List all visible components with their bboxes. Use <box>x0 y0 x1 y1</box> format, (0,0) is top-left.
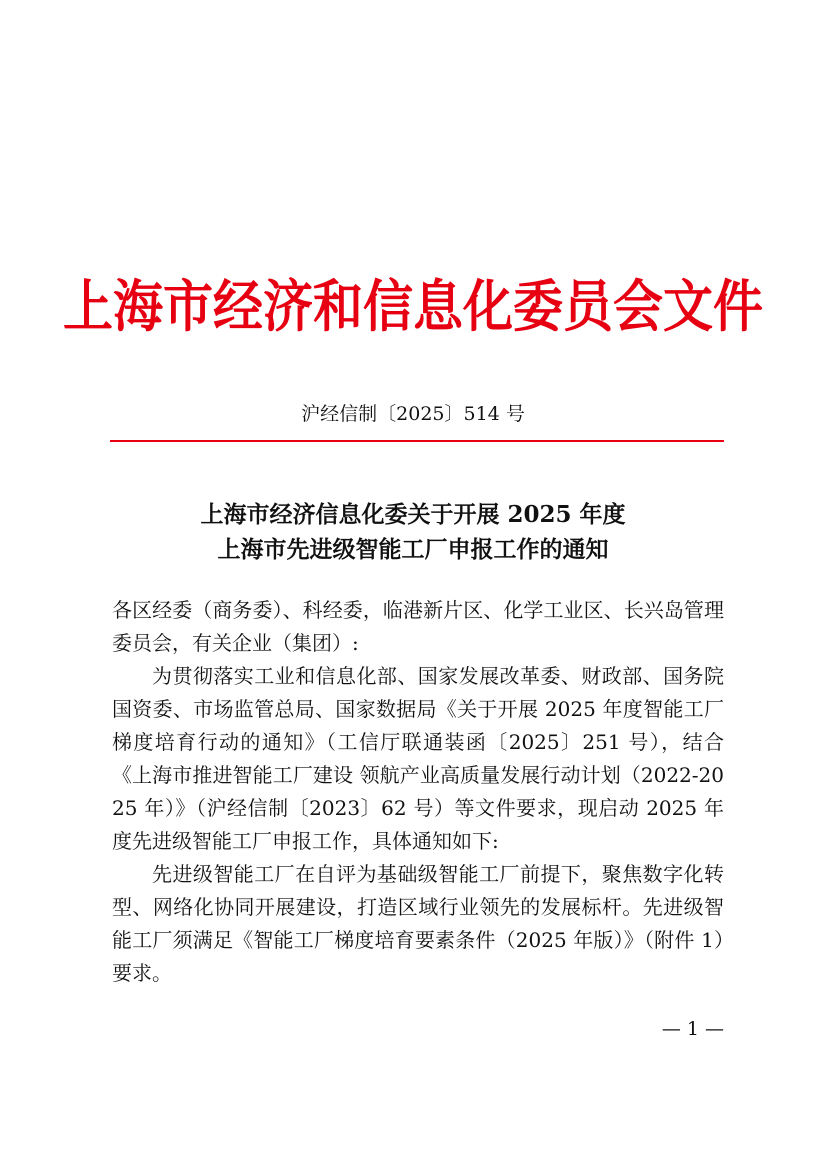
document-number: 沪经信制〔2025〕514 号 <box>301 403 525 425</box>
masthead-title: 上海市经济和信息化委员会文件 <box>63 273 763 340</box>
notice-title-line-2: 上海市先进级智能工厂申报工作的通知 <box>217 536 609 563</box>
notice-title <box>0 497 826 567</box>
page-number: — 1 — <box>661 1018 724 1040</box>
body-paragraph-2: 先进级智能工厂在自评为基础级智能工厂前提下，聚焦数字化转型、网络化协同开展建设，打造区域行业领先的发展标杆。先进级智能工厂须满足《智能工厂梯度培育要素条件（2025 年版）》（附件 1）要求。 <box>112 862 724 985</box>
addressee-paragraph: 各区经委（商务委）、科经委，临港新片区、化学工业区、长兴岛管理委员会，有关企业（集团）: <box>112 598 724 655</box>
notice-title-line-1: 上海市经济信息化委关于开展 2025 年度 <box>200 501 626 528</box>
red-divider-rule <box>110 440 724 442</box>
notice-body <box>112 594 724 990</box>
body-paragraph-1: 为贯彻落实工业和信息化部、国家发展改革委、财政部、国务院国资委、市场监管总局、国家数据局《关于开展 2025 年度智能工厂梯度培育行动的通知》（工信厅联通装函〔2025〕251 号），结合《上海市推进智能工厂建设 领航产业高质量发展行动计划（2022-2025 年）》（沪经信制〔2023〕62 号）等文件要求，现启动 2025 年度先进级智能工厂申报工作，具体通知如下: <box>112 664 724 853</box>
